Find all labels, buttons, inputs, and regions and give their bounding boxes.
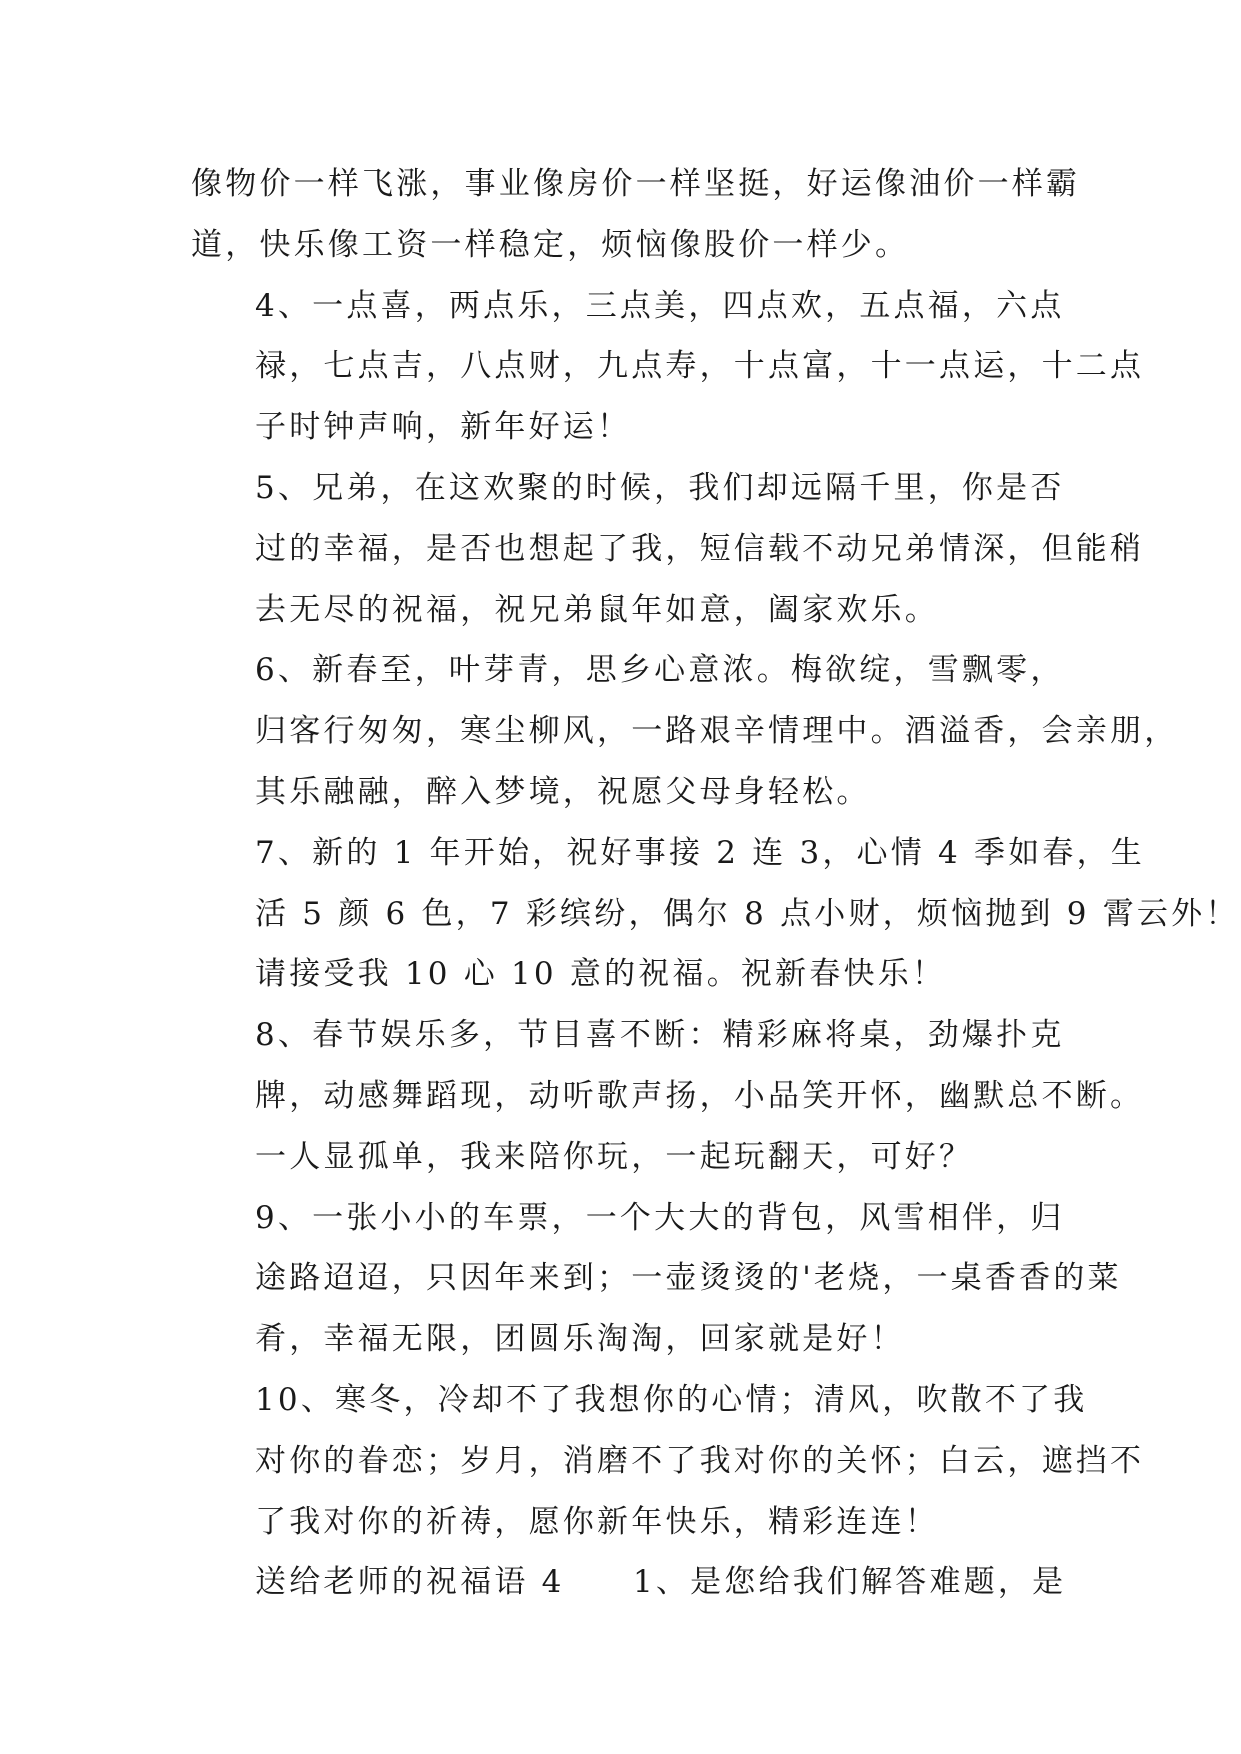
text-line: 4、一点喜，两点乐，三点美，四点欢，五点福，六点 [255,287,1065,324]
text-line: 5、兄弟，在这欢聚的时候，我们却远隔千里，你是否 [255,469,1065,506]
paragraph [191,458,1145,640]
text-line: 牌，动感舞蹈现，动听歌声扬，小品笑开怀，幽默总不断。 [255,1077,1145,1114]
text-line: 6、新春至，叶芽青，思乡心意浓。梅欲绽，雪飘零， [255,652,1065,689]
paragraph [191,154,1081,276]
text-line: 像物价一样飞涨，事业像房价一样坚挺，好运像油价一样霸 [191,166,1081,202]
text-line: 去无尽的祝福，祝兄弟鼠年如意，阖家欢乐。 [255,591,939,628]
text-line: 过的幸福，是否也想起了我，短信载不动兄弟情深，但能稍 [255,530,1145,567]
text-line: 其乐融融，醉入梦境，祝愿父母身轻松。 [255,773,871,810]
text-line: 道，快乐像工资一样稳定，烦恼像股价一样少。 [191,226,910,263]
text-line: 归客行匆匆，寒尘柳风，一路艰辛情理中。酒溢香，会亲朋， [255,713,1179,750]
text-line: 肴，幸福无限，团圆乐淘淘，回家就是好！ [255,1321,905,1358]
document-body [191,154,1240,1613]
paragraph [191,1005,1145,1187]
paragraph [191,1552,1071,1613]
paragraph [191,640,1179,822]
text-line: 10、寒冬，冷却不了我想你的心情；清风，吹散不了我 [255,1381,1088,1418]
text-line: 7、新的 1 年开始，祝好事接 2 连 3，心情 4 季如春，生 [255,834,1145,871]
text-line: 子时钟声响，新年好运！ [255,409,632,446]
paragraph [191,823,1240,1005]
text-line: 途路迢迢，只因年来到；一壶烫烫的'老烧，一桌香香的菜 [255,1260,1122,1297]
text-line: 9、一张小小的车票，一个大大的背包，风雪相伴，归 [255,1199,1065,1236]
text-line: 了我对你的祈祷，愿你新年快乐，精彩连连！ [255,1503,939,1540]
paragraph [191,276,1145,458]
text-line: 8、春节娱乐多，节目喜不断：精彩麻将桌，劲爆扑克 [255,1017,1065,1054]
text-line: 活 5 颜 6 色，7 彩缤纷，偶尔 8 点小财，烦恼抛到 9 霄云外！ [255,895,1240,932]
text-line: 对你的眷恋；岁月，消磨不了我对你的关怀；白云，遮挡不 [255,1442,1145,1479]
text-line: 一人显孤单，我来陪你玩，一起玩翻天，可好？ [255,1138,974,1175]
text-line: 送给老师的祝福语 4 1、是您给我们解答难题，是 [255,1564,1067,1601]
paragraph [191,1188,1122,1370]
text-line: 请接受我 10 心 10 意的祝福。祝新春快乐！ [255,956,947,993]
text-line: 禄，七点吉，八点财，九点寿，十点富，十一点运，十二点 [255,348,1145,385]
paragraph [191,1370,1145,1552]
